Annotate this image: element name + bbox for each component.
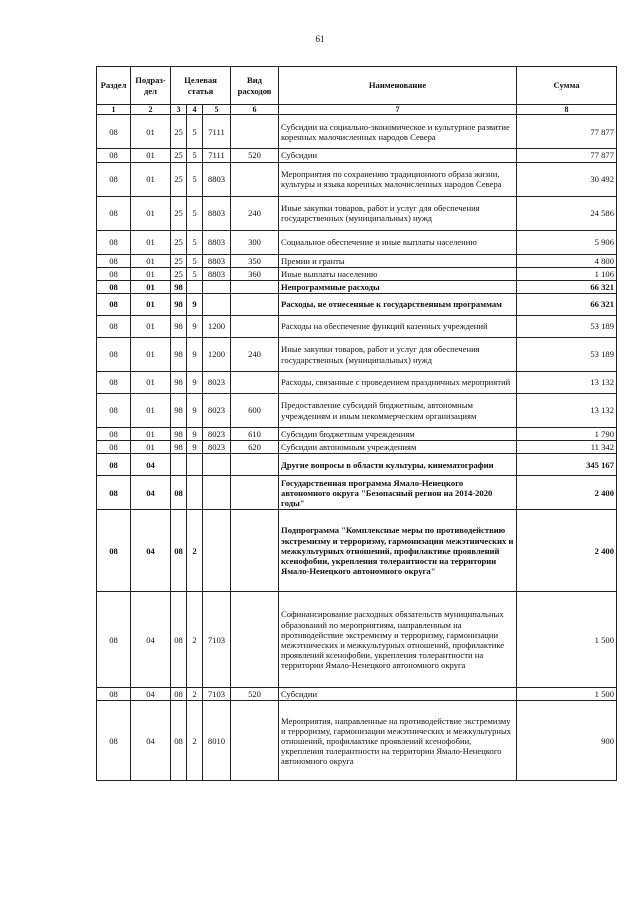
name-cell: Иные закупки товаров, работ и услуг для обеспечения государственных (муниципальных) нужд (279, 196, 517, 230)
program-code-cell: 98 (171, 441, 187, 454)
name-cell: Субсидии на социально-экономическое и культурное развитие коренных малочисленных народов Севера (279, 115, 517, 149)
expense-type-cell: 240 (231, 196, 279, 230)
subprogram-code-cell: 9 (187, 338, 203, 372)
name-cell: Предоставление субсидий бюджетным, автономным учреждениям и иным некоммерческим организациям (279, 394, 517, 428)
subprogram-code-cell: 2 (187, 701, 203, 781)
direction-code-cell: 8023 (203, 394, 231, 428)
podrazdel-cell: 01 (131, 372, 171, 394)
table-row (97, 454, 617, 476)
name-cell: Расходы, не отнесенные к государственным программам (279, 294, 517, 316)
header-row (97, 67, 617, 105)
table-row (97, 441, 617, 454)
program-code-cell: 08 (171, 701, 187, 781)
name-cell: Субсидии бюджетным учреждениям (279, 428, 517, 441)
direction-code-cell: 8803 (203, 267, 231, 280)
expense-type-cell (231, 454, 279, 476)
razdel-cell: 08 (97, 394, 131, 428)
program-code-cell: 08 (171, 476, 187, 510)
name-cell: Другие вопросы в области культуры, кинематографии (279, 454, 517, 476)
podrazdel-cell: 01 (131, 115, 171, 149)
program-code-cell: 25 (171, 115, 187, 149)
subprogram-code-cell: 9 (187, 441, 203, 454)
sum-cell: 13 132 (517, 372, 617, 394)
name-cell: Премии и гранты (279, 254, 517, 267)
name-cell: Государственная программа Ямало-Ненецкого автономного округа "Безопасный регион на 2014-2020 годы" (279, 476, 517, 510)
table-row (97, 196, 617, 230)
sum-cell: 66 321 (517, 280, 617, 293)
sum-cell: 30 492 (517, 162, 617, 196)
table-row (97, 394, 617, 428)
subprogram-code-cell: 5 (187, 196, 203, 230)
sum-cell: 53 189 (517, 316, 617, 338)
podrazdel-cell: 04 (131, 592, 171, 688)
sum-cell: 5 906 (517, 230, 617, 254)
expense-type-cell: 300 (231, 230, 279, 254)
sum-cell: 77 877 (517, 115, 617, 149)
subprogram-code-cell (187, 454, 203, 476)
sum-cell: 2 400 (517, 476, 617, 510)
podrazdel-cell: 04 (131, 454, 171, 476)
podrazdel-cell: 01 (131, 280, 171, 293)
direction-code-cell: 8803 (203, 196, 231, 230)
podrazdel-cell: 01 (131, 294, 171, 316)
razdel-cell: 08 (97, 267, 131, 280)
subprogram-code-cell (187, 280, 203, 293)
table-row (97, 254, 617, 267)
name-cell: Субсидии (279, 688, 517, 701)
table-row (97, 372, 617, 394)
razdel-cell: 08 (97, 162, 131, 196)
razdel-cell: 08 (97, 688, 131, 701)
expense-type-cell (231, 372, 279, 394)
podrazdel-cell: 01 (131, 267, 171, 280)
header-summa: Сумма (517, 67, 617, 105)
expense-type-cell: 350 (231, 254, 279, 267)
direction-code-cell: 7103 (203, 688, 231, 701)
expense-type-cell (231, 294, 279, 316)
razdel-cell: 08 (97, 476, 131, 510)
razdel-cell: 08 (97, 510, 131, 592)
name-cell: Мероприятия, направленные на противодействие экстремизму и терроризму, гармонизации межэтнических и межкультурных отношений, профилактике проявлений ксенофобии, укрепления толерантности на территории Ямало-Ненецкого автономного округа (279, 701, 517, 781)
program-code-cell: 25 (171, 149, 187, 162)
column-number: 3 (171, 105, 187, 115)
razdel-cell: 08 (97, 316, 131, 338)
podrazdel-cell: 01 (131, 162, 171, 196)
program-code-cell: 25 (171, 254, 187, 267)
razdel-cell: 08 (97, 254, 131, 267)
podrazdel-cell: 01 (131, 394, 171, 428)
expense-type-cell (231, 316, 279, 338)
subprogram-code-cell: 9 (187, 394, 203, 428)
subprogram-code-cell: 5 (187, 230, 203, 254)
table-row (97, 316, 617, 338)
subprogram-code-cell: 5 (187, 149, 203, 162)
direction-code-cell: 7103 (203, 592, 231, 688)
razdel-cell: 08 (97, 701, 131, 781)
expense-type-cell (231, 476, 279, 510)
table-row (97, 701, 617, 781)
expense-type-cell: 600 (231, 394, 279, 428)
program-code-cell: 25 (171, 196, 187, 230)
name-cell: Социальное обеспечение и иные выплаты населению (279, 230, 517, 254)
expense-type-cell: 620 (231, 441, 279, 454)
podrazdel-cell: 01 (131, 254, 171, 267)
direction-code-cell: 8803 (203, 162, 231, 196)
column-number: 4 (187, 105, 203, 115)
razdel-cell: 08 (97, 338, 131, 372)
column-number: 2 (131, 105, 171, 115)
table-row (97, 428, 617, 441)
name-cell: Иные выплаты населению (279, 267, 517, 280)
podrazdel-cell: 01 (131, 428, 171, 441)
direction-code-cell (203, 510, 231, 592)
razdel-cell: 08 (97, 280, 131, 293)
program-code-cell: 98 (171, 372, 187, 394)
sum-cell: 11 342 (517, 441, 617, 454)
name-cell: Софинансирование расходных обязательств муниципальных образований по мероприятиям, направленным на противодействие экстремизму и терроризму, гармонизации межэтнических и межкультурных отношений, профилактике проявлений ксенофобии, укрепления толерантности на территории Ямало-Ненецкого автономного округа (279, 592, 517, 688)
table-body (97, 115, 617, 781)
column-number: 8 (517, 105, 617, 115)
table-row (97, 294, 617, 316)
name-cell: Расходы, связанные с проведением праздничных мероприятий (279, 372, 517, 394)
podrazdel-cell: 04 (131, 701, 171, 781)
direction-code-cell: 7111 (203, 149, 231, 162)
column-number: 1 (97, 105, 131, 115)
expense-type-cell: 360 (231, 267, 279, 280)
table-row (97, 476, 617, 510)
header-naimenovanie: Наименование (279, 67, 517, 105)
program-code-cell: 25 (171, 162, 187, 196)
podrazdel-cell: 01 (131, 149, 171, 162)
program-code-cell: 08 (171, 688, 187, 701)
name-cell: Иные закупки товаров, работ и услуг для обеспечения государственных (муниципальных) нужд (279, 338, 517, 372)
direction-code-cell (203, 294, 231, 316)
sum-cell: 1 106 (517, 267, 617, 280)
subprogram-code-cell: 5 (187, 254, 203, 267)
subprogram-code-cell: 9 (187, 372, 203, 394)
subprogram-code-cell: 2 (187, 592, 203, 688)
header-vid-raskhodov: Вид расходов (231, 67, 279, 105)
razdel-cell: 08 (97, 196, 131, 230)
razdel-cell: 08 (97, 592, 131, 688)
header-razdel: Раздел (97, 67, 131, 105)
razdel-cell: 08 (97, 149, 131, 162)
expense-type-cell (231, 115, 279, 149)
podrazdel-cell: 04 (131, 476, 171, 510)
razdel-cell: 08 (97, 441, 131, 454)
razdel-cell: 08 (97, 454, 131, 476)
program-code-cell: 98 (171, 316, 187, 338)
podrazdel-cell: 01 (131, 316, 171, 338)
podrazdel-cell: 01 (131, 338, 171, 372)
subprogram-code-cell: 9 (187, 294, 203, 316)
name-cell: Подпрограмма "Комплексные меры по противодействию экстремизму и терроризму, гармонизации межэтнических и межкультурных отношений, профилактике проявлений ксенофобии, укрепления толерантности на территории Ямало-Ненецкого автономного округа" (279, 510, 517, 592)
column-number: 5 (203, 105, 231, 115)
sum-cell: 66 321 (517, 294, 617, 316)
razdel-cell: 08 (97, 294, 131, 316)
program-code-cell (171, 454, 187, 476)
program-code-cell: 08 (171, 592, 187, 688)
name-cell: Субсидии (279, 149, 517, 162)
table-row (97, 338, 617, 372)
podrazdel-cell: 04 (131, 688, 171, 701)
podrazdel-cell: 01 (131, 441, 171, 454)
direction-code-cell: 8803 (203, 254, 231, 267)
program-code-cell: 98 (171, 294, 187, 316)
subprogram-code-cell: 2 (187, 510, 203, 592)
direction-code-cell: 8023 (203, 372, 231, 394)
budget-table (96, 66, 617, 781)
column-numbers-row (97, 105, 617, 115)
direction-code-cell: 8010 (203, 701, 231, 781)
razdel-cell: 08 (97, 230, 131, 254)
program-code-cell: 25 (171, 230, 187, 254)
expense-type-cell (231, 592, 279, 688)
direction-code-cell (203, 476, 231, 510)
sum-cell: 24 586 (517, 196, 617, 230)
direction-code-cell (203, 454, 231, 476)
podrazdel-cell: 01 (131, 230, 171, 254)
table-row (97, 280, 617, 293)
subprogram-code-cell: 2 (187, 688, 203, 701)
column-number: 7 (279, 105, 517, 115)
razdel-cell: 08 (97, 372, 131, 394)
podrazdel-cell: 01 (131, 196, 171, 230)
table-row (97, 230, 617, 254)
expense-type-cell: 520 (231, 688, 279, 701)
expense-type-cell (231, 280, 279, 293)
name-cell: Расходы на обеспечение функций казенных учреждений (279, 316, 517, 338)
program-code-cell: 08 (171, 510, 187, 592)
expense-type-cell: 520 (231, 149, 279, 162)
expense-type-cell: 610 (231, 428, 279, 441)
podrazdel-cell: 04 (131, 510, 171, 592)
sum-cell: 2 400 (517, 510, 617, 592)
direction-code-cell: 7111 (203, 115, 231, 149)
header-podrazdel: Подраз- дел (131, 67, 171, 105)
direction-code-cell: 8023 (203, 441, 231, 454)
table-row (97, 510, 617, 592)
sum-cell: 345 167 (517, 454, 617, 476)
program-code-cell: 98 (171, 280, 187, 293)
sum-cell: 13 132 (517, 394, 617, 428)
subprogram-code-cell: 5 (187, 162, 203, 196)
program-code-cell: 98 (171, 394, 187, 428)
table-row (97, 115, 617, 149)
subprogram-code-cell: 5 (187, 115, 203, 149)
table-row (97, 688, 617, 701)
sum-cell: 4 800 (517, 254, 617, 267)
sum-cell: 1 500 (517, 688, 617, 701)
direction-code-cell (203, 280, 231, 293)
program-code-cell: 25 (171, 267, 187, 280)
table-row (97, 149, 617, 162)
name-cell: Непрограммные расходы (279, 280, 517, 293)
sum-cell: 53 189 (517, 338, 617, 372)
razdel-cell: 08 (97, 428, 131, 441)
expense-type-cell (231, 162, 279, 196)
razdel-cell: 08 (97, 115, 131, 149)
table-row (97, 592, 617, 688)
subprogram-code-cell: 9 (187, 316, 203, 338)
sum-cell: 1 500 (517, 592, 617, 688)
subprogram-code-cell (187, 476, 203, 510)
direction-code-cell: 1200 (203, 316, 231, 338)
expense-type-cell (231, 701, 279, 781)
direction-code-cell: 8803 (203, 230, 231, 254)
table-row (97, 162, 617, 196)
program-code-cell: 98 (171, 428, 187, 441)
subprogram-code-cell: 5 (187, 267, 203, 280)
page-number: 61 (315, 34, 325, 44)
name-cell: Субсидии автономным учреждениям (279, 441, 517, 454)
program-code-cell: 98 (171, 338, 187, 372)
expense-type-cell (231, 510, 279, 592)
direction-code-cell: 1200 (203, 338, 231, 372)
expense-type-cell: 240 (231, 338, 279, 372)
sum-cell: 900 (517, 701, 617, 781)
name-cell: Мероприятия по сохранению традиционного образа жизни, культуры и языка коренных малочисленных народов Севера (279, 162, 517, 196)
subprogram-code-cell: 9 (187, 428, 203, 441)
table-row (97, 267, 617, 280)
column-number: 6 (231, 105, 279, 115)
sum-cell: 1 790 (517, 428, 617, 441)
header-tselevaya-statya: Целевая статья (171, 67, 231, 105)
direction-code-cell: 8023 (203, 428, 231, 441)
sum-cell: 77 877 (517, 149, 617, 162)
